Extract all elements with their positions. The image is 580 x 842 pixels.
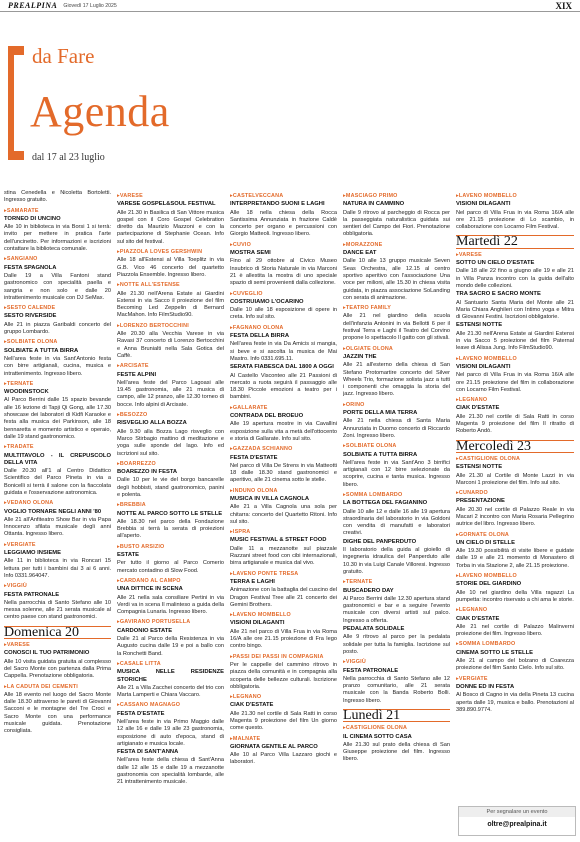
location-heading: ▸ INDUNO OLONA [230, 488, 337, 495]
column-5 [456, 190, 574, 835]
location-heading: ▸ BUSTO ARSIZIO [117, 544, 224, 551]
event-description: Alle 21 nel cortile di Palazzo Malinverni proiezione dei film. Ingresso libero. [456, 623, 574, 638]
location-heading: ▸ VERGIATE [456, 676, 574, 683]
section-label: da Fare [32, 44, 95, 68]
bracket-ornament [8, 46, 24, 160]
event-description: Alle 21.30 in Basilica di San Vittore musica gospel con il Coro Gospel Celebration diretto da Maurizio Mazzoni e con la partecipazione di Stephanie Ocean. Info sul sito del festival. [117, 209, 224, 245]
location-heading: ▸ SESTO CALENDE [4, 305, 111, 312]
event-title: TRA SACRO E SACRO MONTE [456, 291, 541, 298]
location-heading: ▸ NOTTE ALL'ESTENSE [117, 282, 224, 289]
event-description: Nell'area feste in via Sant'Ano 3 birrifici artigianali con 12 birre selezionate da scoprire, cucina e tanta musica. Ingresso libero. [343, 459, 450, 488]
event-title: ESTENSI NOTTE [456, 322, 503, 329]
day-heading: Domenica 20 [4, 626, 111, 639]
event-description: Nell'area feste in via Sant'Antonio festa con birre artigianali, cucina, musica e intrattenimento. Ingresso libero. [4, 355, 111, 377]
event-title: DANCE EAT [343, 250, 377, 257]
column-4 [343, 190, 450, 835]
event-title: MUSICA IN VILLA CAGNOLA [230, 495, 310, 502]
event-description: Dalle 11 a mezzanotte sul piazzale Razzani street food con cibi internazionali, birra artigianale e musica dal vivo. [230, 545, 337, 567]
event-description: Animazione con la battaglia del cuscino del Dragon Festival Tree alle 21 concerto dei Gemini Brothers. [230, 587, 337, 608]
day-heading: Martedì 22 [456, 235, 574, 248]
event-description: Al Parco Berrini dalle 12.30 apertura stand gastronomici e bar e a seguire l'evento musicale con diversi artisti sul palco. Ingresso a offerta. [343, 595, 450, 624]
page-number: XIX [555, 0, 572, 11]
event-description: Alle 21 a Villa Cagnola una sola per chitarra: concerto del Quartetto Ritoni. Info sul sito. [230, 504, 337, 525]
location-heading: ▸ ARCISATE [117, 363, 224, 370]
event-description: Alle 21 nella chiesa di Santa Maria Annunziata in Duomo concerto di Riccardo Zoni. Ingresso libero. [343, 418, 450, 439]
event-title: TORNEO DI UNCINO [4, 215, 61, 222]
page-header [0, 0, 580, 12]
location-heading: ▸ BESOZZO [117, 412, 224, 419]
location-heading: ▸ VIGGIÙ [343, 659, 450, 666]
event-description: Alle 10 al Parco Villa Lazzaro giochi e laboratori. [230, 752, 337, 766]
event-title: RISVEGLIO ALLA BOZZA [117, 420, 187, 427]
event-description: Dalle 9 ritrovo al parcheggio di Rocca per la passeggiata naturalistica guidata sui sentieri del Campo dei Fiori. Prenotazione obbligatoria. [343, 209, 450, 238]
event-description: Alle 18 evento nel luogo del Sacro Monte dalle 18.30 attraverso le pareti di Giovanni Sacconi e le montagne del Tre Croci e Sacro Monte con una performance musicale guidata. Prenotazione consigliata. [4, 691, 111, 735]
submit-event-email[interactable]: oltre@prealpina.it [487, 821, 547, 828]
event-description: Alle 21 nel giardino della scuola dell'infanzia Antonini in via Bellotti 6 per il festival Terra e Laghi il Teatro del Corvino propone lo spettacolo Il gatto con gli stivali. [343, 313, 450, 342]
event-description: Nell'area feste in via Da Amicis si mangia, si beve e si ascolta la musica de Mai Mastro. Info 0331.695.11. [230, 341, 337, 362]
location-heading: ▸ MASCIAGO PRIMO [343, 193, 450, 200]
location-heading: ▸ LEGNANO [230, 694, 337, 701]
event-description: Dalle 18 alle 22 fino a giugno alle 19 e alle 21 in Villa Panza incontro con la guida dell'alto mondo delle collezioni. [456, 268, 574, 289]
event-title: FESTA PATRONALE [343, 667, 399, 674]
location-heading: ▸ VARESE [456, 252, 574, 259]
event-description: Fino al 29 ottobre al Civico Museo Insubrico di Storia Naturale in via Marconi 21 è allestita la mostra di uno speciale spazio di semi provenienti dalla collezione. [230, 258, 337, 287]
event-title: SOLBIATE A TUTTA BIRRA [4, 347, 79, 354]
date-range: dal 17 al 23 luglio [32, 152, 105, 163]
location-heading: ▸ VEDANO OLONA [4, 500, 111, 507]
event-title: NATURA IN CAMMINO [343, 201, 405, 208]
location-heading: ▸ TRADATE [4, 444, 111, 451]
event-title: BUSCADERO DAY [343, 587, 394, 594]
event-title: WOODINSTOCK [4, 389, 49, 396]
event-description: Dalle 10 alle 18 esposizione di opere in creta. Info sul sito. [230, 307, 337, 321]
location-heading: ▸ LAVENO MOMBELLO [230, 612, 337, 619]
event-title: CONTRADA DEL BROEUO [230, 413, 304, 420]
event-title: UN CIELO DI STELLE [456, 539, 515, 546]
event-title: CIAK D'ESTATE [456, 615, 500, 622]
location-heading: ▸ OLGIATE OLONA [343, 346, 450, 353]
submit-event-label: Per segnalare un evento [459, 807, 575, 817]
event-title: SOTTO UN CIELO D'ESTATE [456, 260, 535, 267]
event-title: COSTRUIAMO L'OCARINO [230, 298, 304, 305]
location-heading: ▸ CUVEGLIO [230, 291, 337, 298]
event-title: FESTE ALPINI [117, 371, 157, 378]
event-description: Alle 21.30 nel cortile di Sala Ratti in corso Magenta 9 proiezione del film Il ritratto di Roberto Andò. [456, 413, 574, 435]
location-heading: ▸ VERGIATE [4, 542, 111, 549]
location-heading: ▸ LAVENO PONTE TRESA [230, 571, 337, 578]
event-description: Al Santuario Santa Maria del Monte alle 21 Maria Chiara Anghileri con Intimo yoga e Mitra di Giovanni Festini. Iscrizioni obbligatorie. [456, 299, 574, 321]
event-title: NOTTE AL PARCO SOTTO LE STELLE [117, 510, 223, 517]
location-heading: ▸ GAZZADA SCHIANNO [230, 446, 337, 453]
event-description: Per le cappelle del cammino ritrovo in piazza della comunità e in compagnia alla scoperta delle bellezze culturali. Iscrizione obbligatoria. [230, 661, 337, 690]
event-title: TERRA E LAGHI [230, 578, 275, 585]
event-description: Alle 21.30 nell'Arena Estate ai Giardini Estensi in via Sacco il proiezione del film Becoming Led Zeppelin di Bernard MacMahon. Info FilmStudio90. [117, 290, 224, 319]
location-heading: ▸ CUNARDO [456, 490, 574, 497]
event-title: MOSTRA SEMI [230, 250, 271, 257]
event-description: Alle 19.30 possibilità di visite libere e guidate dalle 19 e alle 21 momento di Monastero di Torba in via Stazione 2, alle 21.15 proiezione. [456, 548, 574, 569]
location-heading: ▸ CUVIO [230, 242, 337, 249]
location-heading: ▸ LEGNANO [456, 397, 574, 404]
event-title: DONNE ED IN FESTA [456, 683, 515, 690]
event-description: Nella parrocchia di Santo Stefano alle 10 messa solenne, alle 21 serata musicale al centro paese con stand gastronomici. [4, 599, 111, 621]
event-description: Al Bosco di Cagno in via della Pineta 13 cucina aperta dalle 19, musica e ballo. Prenotazioni al 389.890.9774. [456, 692, 574, 713]
event-title: INTERPRETANDO SUONI E LAGHI [230, 201, 325, 208]
column-1 [4, 190, 111, 835]
event-description: Nel parco di Villa Frua in via Roma 16/A alle ore 21.15 proiezione del film in collaborazione con Locarno Film Festival. [456, 372, 574, 393]
location-heading: ▸ GORNATE OLONA [456, 532, 574, 539]
event-description: Alle 21 nel parco di Villa Frua in via Roma 16/A alle ore 21.15 proiezione di Fra Iego contro bingo. [230, 628, 337, 650]
event-description: Alle 21 all'esterno della chiesa di San Stefano Protomartire concerto del Silver Wheels Trio, formazione solista jazz a tutti i componenti che omaggia la storia del jazz. Ingresso libero. [343, 362, 450, 398]
location-heading: ▸ SOMMA LOMBARDO [343, 492, 450, 499]
column-2 [117, 190, 224, 835]
event-title: FESTA DELLA BIRRA [230, 333, 290, 340]
location-heading: ▸ TERNATE [343, 579, 450, 586]
event-description: Alle 20.30 alla Vecchia Varese in via Ravasi 37 concerto di Lorenzo Bertocchini e Anna Brunialti nella Sala Gotica del Caffè. [117, 331, 224, 359]
event-title: VISIONI DILAGANTI [456, 363, 511, 370]
event-title: MUSIC FESTIVAL & STREET FOOD [230, 537, 327, 544]
event-title: SERATA FIABESCA DAL 1800 A OGGI [230, 364, 334, 371]
newspaper-logo: PREALPINA [8, 1, 58, 10]
event-description: Nel parco di Villa Frua in via Roma 16/A alle ore 21.15 proiezione di Lo scambio, in collaborazione con Locarno Film Festival. [456, 209, 574, 231]
event-title: ESTATE [117, 552, 140, 559]
event-description: Alle 21.30 sul prato della chiesa di San Giuseppe proiezione del film. Ingresso libero. [343, 741, 450, 763]
location-heading: ▸ GAVIRANO PORTUSELLA [117, 619, 224, 626]
issue-date: Giovedì 17 Luglio 2025 [63, 2, 117, 9]
event-title: VISIONI DILAGANTI [456, 201, 511, 208]
event-description: Alle 20.30 nel cortile di Palazzo Reale in via Macari 2 incontro con Maria Rosaria Pellegrino autrice del libro. Ingresso libero. [456, 506, 574, 528]
event-title: SOLBIATE A TUTTA BIRRA [343, 451, 418, 458]
location-heading: ▸ SOLBIATE OLONA [4, 339, 111, 346]
event-title: FESTA D'ESTATE [117, 710, 165, 717]
event-description: Dalle 19 a Villa Fantoni stand gastronomico con specialità paella e sangria e non solo e dalle 20 intrattenimento musicale con DJ SeMax. [4, 272, 111, 301]
event-title: FESTA SPAGNOLA [4, 264, 57, 271]
location-heading: ▸ CASTIGLIONE OLONA [343, 725, 450, 732]
event-description: Alle 18.30 nel parco della Fondazione Brebbia si terrà la serata di proiezioni all'aperto. [117, 518, 224, 540]
location-heading: ▸ LAVENO MOMBELLO [456, 573, 574, 580]
event-title: VOGLIO TORNARE NEGLI ANNI '80 [4, 508, 102, 515]
location-heading: ▸ LORENZO BERTOCCHINI [117, 323, 224, 330]
event-title: UNA DITTICE IN SCENA [117, 586, 183, 593]
event-description: Alle 19 apertura mostre in via Cavallini esposizione sulla vita a metà dell'ottocento e storia di Gallarate. Info sul sito. [230, 421, 337, 442]
location-heading: ▸ TERNATE [4, 381, 111, 388]
location-heading: ▸ SOMMA LOMBARDO [456, 641, 574, 648]
event-description: Nell'area feste del Parco Lagoasi alle 19.45 gastronomia, alle 21 musica di campo, alle 12 pranzo, alle 12.30 torneo di bocce. Info alpini di Arcisate. [117, 379, 224, 408]
event-description: Alle 9.30 alla Bozza Lago risveglio con Marco Stirbagio mattino di meditazione e yoga sulle sponde del lago. Info ed iscrizioni sul sito. [117, 428, 224, 457]
event-description: Dalle 21 al Parco della Resistenza in via Augusto cucina dalle 19 e poi a ballo con la Ronchetti Band. [117, 636, 224, 657]
event-description: Alle 21 in piazza Garibaldi concerto del gruppo Lombardo. [4, 321, 111, 336]
location-heading: ▸ MALNATE [230, 736, 337, 743]
event-title: LEGGIAMO INSIEME [4, 550, 62, 557]
event-description: Nell'area feste della chiesa di Sant'Anna dalle 12 alle 15 e dalle 19 a mezzanotte gastronomia con specialità lombarde, alle 21 intrattenimento musicale. [117, 757, 224, 786]
event-title: BOAREZZO IN FESTA [117, 469, 178, 476]
event-title: CIAK D'ESTATE [230, 702, 274, 709]
event-description: Per tutto il giorno al Parco Comerio mercato contadino di Slow Food. [117, 560, 224, 574]
location-heading: ▸ SANGIANO [4, 256, 111, 263]
event-title: CONOSCI IL TUO PATRIMONIO [4, 650, 90, 657]
event-description: Alle 21 nella sala consiliare Pertini in via Verdi va in scena Il malinteso a guida della Compagnia Lunaria. Ingresso libero. [117, 594, 224, 616]
event-description: Alle 21 all'Anfiteatro Show Bar in via Papa Innocenzo sfilata musicale degli anni Ottanta. Ingresso libero. [4, 516, 111, 538]
event-description: Nella parrocchia di Santo Stefano alle 12 pranzo comunitario, alle 21 serata musicale con la Banda Roberto Bolli. Ingresso libero. [343, 675, 450, 704]
location-heading: ▸ LAVENO MOMBELLO [456, 356, 574, 363]
location-heading: ▸ CARDANO AL CAMPO [117, 578, 224, 585]
location-heading: ▸ LEGNANO [456, 607, 574, 614]
event-title: MULTITAVOLO - IL CREPUSCOLO DELLA VITA [4, 452, 111, 466]
event-description: Dalle 20.30 all'1 al Centro Didattico Scientifico del Parco Pineta in via a Bonicelli si terrà il salone con la fiaccolata guidata e l'osservazione astronomica. [4, 468, 111, 496]
event-title: PEDALATA SOLIDALE [343, 626, 405, 633]
event-description: Alle 21.30 al Cortile di Monte Lazzi in via Marconi 1 proiezione del film. Info sul sito. [456, 472, 574, 486]
location-heading: ▸ MORAZZONE [343, 242, 450, 249]
location-heading: ▸ CASSANO MAGNAGO [117, 702, 224, 709]
event-description: Nell'area feste in via Primo Maggio dalle 12 alle 16 e dalle 19 alle 23 gastronomia, esposizione di auto d'epoca, stand di artigianato e musica locale. [117, 719, 224, 747]
event-title: MUSICA NELLE RESIDENZE STORICHE [117, 669, 224, 683]
event-description: Al Parco Berrini dalle 15 spazio bevande alle 16 lezione di Tapji Qi Gong, alle 17.30 showcase dei laboratori di Kidfi Karaoke e festa alla musica dei Parkinson, alle 18 bennaretta e momento artistico e operaio, dalle 19 stand gastronomico. [4, 397, 111, 440]
location-heading: ▸ ISPRA [230, 529, 337, 536]
event-title: VARESE GOSPEL&SOUL FESTIVAL [117, 201, 216, 208]
event-title: CIAK D'ESTATE [456, 405, 500, 412]
event-description: Al Castello Visconteo alle 21 Passioni di mercato a ruota seguirà il passaggio alle 18.30 Piccole emozioni a teatro per i bambini. [230, 372, 337, 401]
event-description: Il laboratorio della guida al gioiello di ingegneria idraulica del Panperduto alle 10.30 in via Luigi Canale Villoresi. Ingresso gratuito. [343, 547, 450, 575]
event-title: LA BOTTEGA DEL FAGIANINO [343, 500, 428, 507]
location-heading: ▸ SOLBIATE OLONA [343, 443, 450, 450]
event-title: GIORNATA GENTILE AL PARCO [230, 743, 318, 750]
event-title: PRESENTAZIONE [456, 498, 505, 505]
event-title: STORIE DEL GIARDINO [456, 581, 522, 588]
location-heading: ▸ LAVENO MOMBELLO [456, 193, 574, 200]
event-title: JAZZIN THE [343, 353, 377, 360]
location-heading: ▸ LA CADUTA DEI CEMENTI [4, 684, 111, 691]
event-description: Dalle 10 per le vie del borgo bancarelle degli hobbisti, stand gastronomico, panini e polenta. [117, 477, 224, 498]
location-heading: ▸ TEATRO FAMILY [343, 305, 450, 312]
event-description: Alle 11 in biblioteca in via Roncari 15 lettura per tutti i bambini dai 3 ai 6 anni. Info 0331.964047. [4, 558, 111, 579]
location-heading: ▸ SAMARATE [4, 208, 111, 215]
event-description: Alle 10 nel giardino della Villa ragazzi La pumpetta: incontro riservato a chi ama le storie. [456, 589, 574, 603]
event-title: CARDONIO ESTATE [117, 627, 173, 634]
event-description: Alle 18 all'Estensi al Villa Toeplitz in via G.B. Vico 46 concerto del quartetto Piazzola Ensemble. Ingresso libero. [117, 257, 224, 278]
submit-event-box [458, 806, 576, 836]
day-heading: Mercoledì 23 [456, 440, 574, 453]
location-heading: ▸ VIGGIÙ [4, 583, 111, 590]
location-heading: ▸ FAGNANO OLONA [230, 325, 337, 332]
location-heading: ▸ VARESE [117, 193, 224, 200]
event-description: stina Cenedella e Nicoletta Bortoletti. Ingresso gratuito. [4, 190, 111, 204]
event-title: SESTO RIVERSIDE [4, 313, 57, 320]
event-description: Alle 10 visita guidata gratuita al complesso del Sacro Monte con partenza dalla Prima Cappella. Prenotazione obbligatoria. [4, 658, 111, 680]
location-heading: ▸ BOARREZZO [117, 461, 224, 468]
location-heading: ▸ PIAZZOLA LOVES GERSHWIN [117, 249, 224, 256]
event-title: FESTA PATRONALE [4, 591, 60, 598]
page-title: Agenda [30, 87, 170, 136]
event-description: Alle 21 a Villa Zacchei concerto del trio con Marta Lamperti e Chiara Vaccaro. [117, 684, 224, 699]
event-description: Alle 10 in biblioteca in via Borsi 1 si terrà: invito per mettere in pratica l'arte dell'uncinetto. Per informazioni e iscrizioni contattare la biblioteca comunale. [4, 224, 111, 253]
event-title: VISIONI DILAGANTI [230, 620, 285, 627]
event-description: Alle 21 al campo del bolzano di Coarezza proiezione del film Santo Cielo. Info sul sito. [456, 658, 574, 672]
location-heading: ▸ VARESE [4, 642, 111, 649]
day-heading: Lunedì 21 [343, 709, 450, 722]
location-heading: ▸ CASALE LITTA [117, 661, 224, 668]
event-title: FESTA D'ESTATE [230, 454, 278, 461]
event-description: Dalle 10 alle 13 gruppo musicale Seven Seas Orchestra, alle 12.15 al centro sportivo aperitivo con l'associazione Una voce per milioni, alle 15.30 in chiesa visita guidata, in piazza associazione SoLanding con serata di animazione. [343, 258, 450, 301]
event-description: Alle 18 nella chiesa della Rocca Santissima Annunziata in frazione Caldè concerto per organo e percussioni con Giorgio Matteoli. Ingresso libero. [230, 209, 337, 238]
location-heading: ▸ GALLARATE [230, 405, 337, 412]
location-heading: ▸ PASSI DEI PASSI IN COMPAGNIA [230, 654, 337, 661]
location-heading: ▸ ORINO [343, 402, 450, 409]
event-title: CINEMA SOTTO LE STELLE [456, 649, 533, 656]
event-description: Alle 21.30 nell'Arena Estate ai Giardini Estensi in via Sacco 5 proiezione del film Paternal leave di Alissa Jung. Info FilmStudio90. [456, 330, 574, 352]
location-heading: ▸ CASTELVECCANA [230, 193, 337, 200]
event-description: Alle 21.30 nel cortile di Sala Ratti in corso Magenta 9 proiezione del film Un giorno come questo. [230, 710, 337, 732]
location-heading: ▸ CASTIGLIONE OLONA [456, 456, 574, 463]
event-description: Dalle 10 alle 12 e dalle 16 alle 19 apertura straordinaria del laboratorio in via Goldoni con vendita di manufatti e laboratori creativi. [343, 508, 450, 537]
event-title: PORTE DELLA MIA TERRA [343, 410, 418, 417]
location-heading: ▸ BREBBIA [117, 502, 224, 509]
event-title: ESTENSI NOTTE [456, 464, 503, 471]
event-title: IL CINEMA SOTTO CASA [343, 733, 412, 740]
event-title: FESTA DI SANT'ANNA [117, 749, 179, 756]
column-3 [230, 190, 337, 835]
event-description: Nel parco di Villa De Strens in via Matteotti 18 dalle 18.30 stand gastronomici e aperitivo, alle 21 cinema sotto le stelle. [230, 462, 337, 484]
event-description: Alle 9 ritrovo al parco per la pedalata solidale per tutta la famiglia. Iscrizione sul posto. [343, 634, 450, 655]
event-title: DIGHE DEL PANPERDUTO [343, 538, 417, 545]
